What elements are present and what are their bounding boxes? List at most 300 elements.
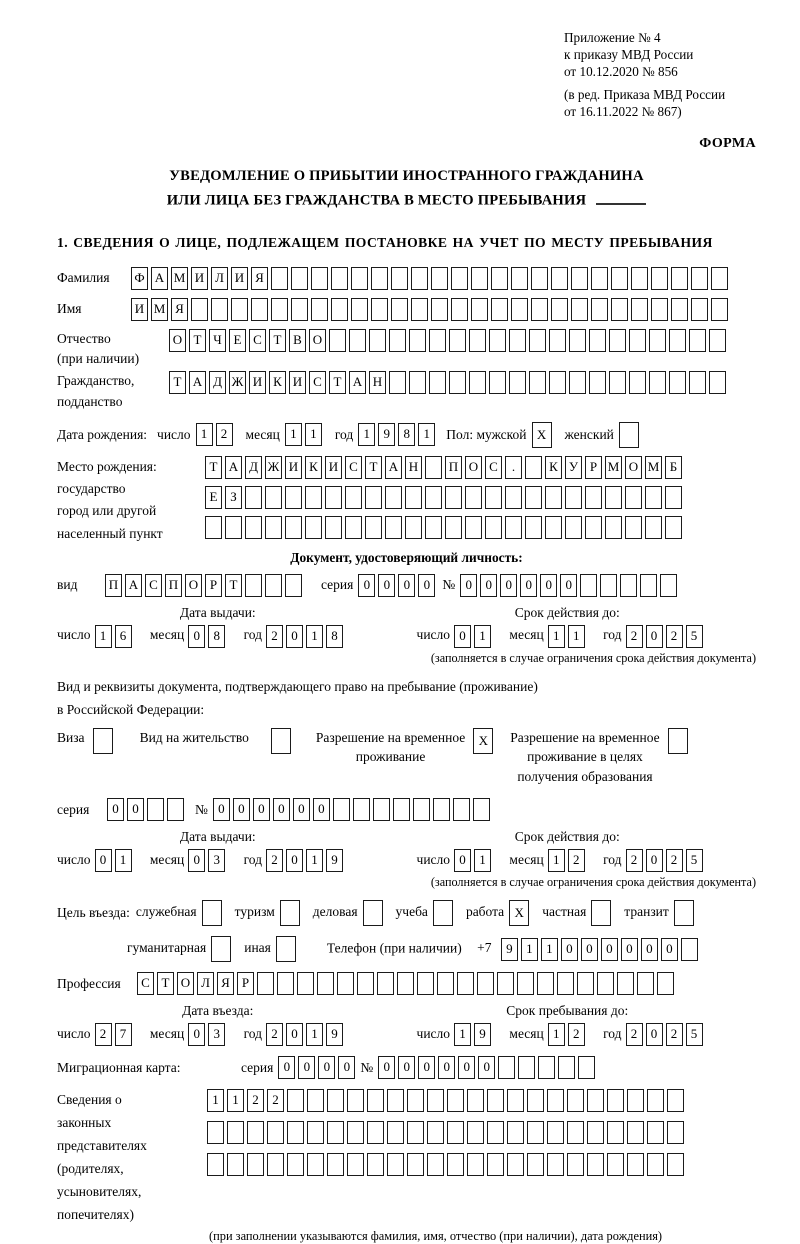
char-cell[interactable] <box>389 371 406 394</box>
char-cell[interactable]: 2 <box>626 849 643 872</box>
char-cell[interactable]: С <box>309 371 326 394</box>
char-cell[interactable] <box>265 486 282 509</box>
char-cell[interactable]: X <box>473 728 493 754</box>
char-cell[interactable]: С <box>137 972 154 995</box>
char-cell[interactable]: У <box>565 456 582 479</box>
char-cell[interactable] <box>245 574 262 597</box>
char-cell[interactable]: И <box>131 298 148 321</box>
char-cell[interactable]: П <box>165 574 182 597</box>
char-cell[interactable] <box>647 1089 664 1112</box>
char-cell[interactable]: 1 <box>548 625 565 648</box>
char-cell[interactable] <box>287 1153 304 1176</box>
char-cell[interactable]: Я <box>171 298 188 321</box>
char-cell[interactable]: 2 <box>666 1023 683 1046</box>
char-cell[interactable]: П <box>105 574 122 597</box>
char-cell[interactable] <box>671 267 688 290</box>
char-cell[interactable] <box>637 972 654 995</box>
char-cell[interactable]: 8 <box>398 423 415 446</box>
char-cell[interactable]: 2 <box>666 625 683 648</box>
char-cell[interactable] <box>427 1121 444 1144</box>
char-cell[interactable] <box>668 728 688 754</box>
char-cell[interactable]: 0 <box>661 938 678 961</box>
char-cell[interactable]: 6 <box>115 625 132 648</box>
char-cell[interactable] <box>211 936 231 962</box>
char-cell[interactable]: 0 <box>520 574 537 597</box>
char-cell[interactable]: Р <box>237 972 254 995</box>
char-cell[interactable] <box>307 1153 324 1176</box>
char-cell[interactable] <box>449 329 466 352</box>
char-cell[interactable]: 8 <box>326 625 343 648</box>
char-cell[interactable] <box>607 1089 624 1112</box>
char-cell[interactable] <box>345 516 362 539</box>
char-cell[interactable]: Ж <box>265 456 282 479</box>
char-cell[interactable]: 0 <box>641 938 658 961</box>
char-cell[interactable]: 0 <box>601 938 618 961</box>
char-cell[interactable] <box>647 1153 664 1176</box>
char-cell[interactable] <box>297 972 314 995</box>
char-cell[interactable] <box>93 728 113 754</box>
char-cell[interactable] <box>647 1121 664 1144</box>
char-cell[interactable]: Т <box>205 456 222 479</box>
char-cell[interactable] <box>609 371 626 394</box>
char-cell[interactable] <box>631 267 648 290</box>
char-cell[interactable]: Р <box>585 456 602 479</box>
char-cell[interactable]: М <box>151 298 168 321</box>
char-cell[interactable]: 1 <box>115 849 132 872</box>
char-cell[interactable] <box>411 267 428 290</box>
char-cell[interactable] <box>347 1153 364 1176</box>
char-cell[interactable]: 3 <box>208 1023 225 1046</box>
char-cell[interactable] <box>291 267 308 290</box>
char-cell[interactable] <box>591 267 608 290</box>
char-cell[interactable]: К <box>269 371 286 394</box>
char-cell[interactable] <box>207 1153 224 1176</box>
char-cell[interactable] <box>351 267 368 290</box>
char-cell[interactable]: Н <box>369 371 386 394</box>
char-cell[interactable] <box>445 486 462 509</box>
char-cell[interactable] <box>267 1121 284 1144</box>
char-cell[interactable] <box>498 1056 515 1079</box>
char-cell[interactable] <box>431 267 448 290</box>
char-cell[interactable] <box>511 267 528 290</box>
char-cell[interactable]: 1 <box>306 1023 323 1046</box>
char-cell[interactable] <box>305 486 322 509</box>
char-cell[interactable] <box>485 516 502 539</box>
char-cell[interactable] <box>567 1089 584 1112</box>
char-cell[interactable]: 0 <box>358 574 375 597</box>
char-cell[interactable]: Н <box>405 456 422 479</box>
char-cell[interactable]: 2 <box>568 1023 585 1046</box>
char-cell[interactable] <box>611 267 628 290</box>
char-cell[interactable]: 0 <box>278 1056 295 1079</box>
char-cell[interactable]: 0 <box>500 574 517 597</box>
char-cell[interactable] <box>525 486 542 509</box>
char-cell[interactable] <box>660 574 677 597</box>
char-cell[interactable] <box>657 972 674 995</box>
char-cell[interactable] <box>567 1121 584 1144</box>
char-cell[interactable] <box>527 1089 544 1112</box>
char-cell[interactable] <box>547 1121 564 1144</box>
char-cell[interactable] <box>487 1153 504 1176</box>
char-cell[interactable] <box>551 298 568 321</box>
char-cell[interactable] <box>711 298 728 321</box>
char-cell[interactable]: 0 <box>313 798 330 821</box>
char-cell[interactable]: А <box>225 456 242 479</box>
char-cell[interactable]: Я <box>217 972 234 995</box>
char-cell[interactable] <box>709 371 726 394</box>
char-cell[interactable]: 0 <box>95 849 112 872</box>
char-cell[interactable] <box>391 298 408 321</box>
char-cell[interactable] <box>311 267 328 290</box>
char-cell[interactable] <box>449 371 466 394</box>
char-cell[interactable]: З <box>225 486 242 509</box>
char-cell[interactable] <box>425 516 442 539</box>
char-cell[interactable]: О <box>309 329 326 352</box>
char-cell[interactable] <box>627 1153 644 1176</box>
char-cell[interactable] <box>669 329 686 352</box>
char-cell[interactable]: М <box>605 456 622 479</box>
char-cell[interactable]: 0 <box>273 798 290 821</box>
char-cell[interactable] <box>307 1121 324 1144</box>
char-cell[interactable] <box>409 329 426 352</box>
char-cell[interactable]: Е <box>205 486 222 509</box>
char-cell[interactable] <box>327 1153 344 1176</box>
char-cell[interactable]: 0 <box>286 625 303 648</box>
char-cell[interactable] <box>587 1153 604 1176</box>
char-cell[interactable] <box>367 1121 384 1144</box>
char-cell[interactable] <box>211 298 228 321</box>
char-cell[interactable] <box>485 486 502 509</box>
char-cell[interactable]: И <box>285 456 302 479</box>
char-cell[interactable] <box>333 798 350 821</box>
char-cell[interactable] <box>505 486 522 509</box>
char-cell[interactable]: И <box>325 456 342 479</box>
char-cell[interactable]: О <box>185 574 202 597</box>
char-cell[interactable]: 2 <box>247 1089 264 1112</box>
char-cell[interactable] <box>651 298 668 321</box>
char-cell[interactable]: 2 <box>626 1023 643 1046</box>
char-cell[interactable]: Д <box>245 456 262 479</box>
char-cell[interactable]: X <box>532 422 552 448</box>
char-cell[interactable]: 0 <box>646 625 663 648</box>
char-cell[interactable]: Т <box>169 371 186 394</box>
char-cell[interactable] <box>377 972 394 995</box>
char-cell[interactable] <box>257 972 274 995</box>
char-cell[interactable]: 1 <box>227 1089 244 1112</box>
char-cell[interactable] <box>629 371 646 394</box>
char-cell[interactable] <box>551 267 568 290</box>
char-cell[interactable]: 1 <box>418 423 435 446</box>
char-cell[interactable] <box>525 516 542 539</box>
char-cell[interactable] <box>547 1089 564 1112</box>
char-cell[interactable]: 5 <box>686 849 703 872</box>
char-cell[interactable] <box>549 371 566 394</box>
char-cell[interactable] <box>451 267 468 290</box>
char-cell[interactable] <box>365 486 382 509</box>
char-cell[interactable]: С <box>145 574 162 597</box>
char-cell[interactable] <box>325 486 342 509</box>
char-cell[interactable] <box>605 486 622 509</box>
char-cell[interactable] <box>387 1121 404 1144</box>
char-cell[interactable]: 0 <box>561 938 578 961</box>
char-cell[interactable]: 0 <box>581 938 598 961</box>
char-cell[interactable] <box>265 516 282 539</box>
char-cell[interactable] <box>425 486 442 509</box>
char-cell[interactable] <box>271 267 288 290</box>
char-cell[interactable] <box>393 798 410 821</box>
char-cell[interactable]: . <box>505 456 522 479</box>
char-cell[interactable]: 1 <box>95 625 112 648</box>
char-cell[interactable] <box>538 1056 555 1079</box>
char-cell[interactable] <box>373 798 390 821</box>
char-cell[interactable]: Р <box>205 574 222 597</box>
char-cell[interactable]: 0 <box>560 574 577 597</box>
char-cell[interactable] <box>265 574 282 597</box>
char-cell[interactable]: 1 <box>548 849 565 872</box>
char-cell[interactable]: 0 <box>253 798 270 821</box>
char-cell[interactable]: 0 <box>458 1056 475 1079</box>
char-cell[interactable] <box>609 329 626 352</box>
char-cell[interactable] <box>527 1121 544 1144</box>
char-cell[interactable] <box>597 972 614 995</box>
char-cell[interactable]: 1 <box>568 625 585 648</box>
char-cell[interactable] <box>391 267 408 290</box>
char-cell[interactable] <box>545 516 562 539</box>
char-cell[interactable] <box>600 574 617 597</box>
char-cell[interactable]: 0 <box>233 798 250 821</box>
char-cell[interactable]: 9 <box>326 1023 343 1046</box>
char-cell[interactable] <box>311 298 328 321</box>
char-cell[interactable]: С <box>249 329 266 352</box>
char-cell[interactable] <box>227 1121 244 1144</box>
char-cell[interactable]: 0 <box>378 574 395 597</box>
char-cell[interactable]: О <box>625 456 642 479</box>
char-cell[interactable] <box>407 1089 424 1112</box>
char-cell[interactable] <box>363 900 383 926</box>
char-cell[interactable]: М <box>171 267 188 290</box>
char-cell[interactable] <box>491 298 508 321</box>
char-cell[interactable] <box>245 486 262 509</box>
char-cell[interactable]: 0 <box>188 625 205 648</box>
char-cell[interactable] <box>331 267 348 290</box>
char-cell[interactable]: 1 <box>306 849 323 872</box>
char-cell[interactable] <box>567 1153 584 1176</box>
char-cell[interactable] <box>231 298 248 321</box>
char-cell[interactable]: С <box>345 456 362 479</box>
char-cell[interactable]: 0 <box>213 798 230 821</box>
char-cell[interactable] <box>511 298 528 321</box>
char-cell[interactable]: 0 <box>378 1056 395 1079</box>
char-cell[interactable]: П <box>445 456 462 479</box>
char-cell[interactable] <box>537 972 554 995</box>
char-cell[interactable]: 9 <box>326 849 343 872</box>
char-cell[interactable] <box>577 972 594 995</box>
char-cell[interactable] <box>202 900 222 926</box>
char-cell[interactable] <box>469 329 486 352</box>
char-cell[interactable]: 1 <box>541 938 558 961</box>
char-cell[interactable] <box>385 516 402 539</box>
char-cell[interactable] <box>665 516 682 539</box>
char-cell[interactable]: М <box>645 456 662 479</box>
char-cell[interactable] <box>649 329 666 352</box>
char-cell[interactable] <box>711 267 728 290</box>
char-cell[interactable]: Л <box>197 972 214 995</box>
char-cell[interactable]: 1 <box>306 625 323 648</box>
char-cell[interactable] <box>285 516 302 539</box>
char-cell[interactable] <box>640 574 657 597</box>
char-cell[interactable] <box>371 298 388 321</box>
char-cell[interactable] <box>591 298 608 321</box>
char-cell[interactable] <box>689 371 706 394</box>
char-cell[interactable]: 1 <box>207 1089 224 1112</box>
char-cell[interactable] <box>489 371 506 394</box>
char-cell[interactable]: В <box>289 329 306 352</box>
char-cell[interactable] <box>571 267 588 290</box>
char-cell[interactable]: Т <box>189 329 206 352</box>
char-cell[interactable] <box>569 329 586 352</box>
char-cell[interactable]: 1 <box>196 423 213 446</box>
char-cell[interactable] <box>571 298 588 321</box>
char-cell[interactable] <box>347 1121 364 1144</box>
char-cell[interactable]: И <box>289 371 306 394</box>
char-cell[interactable]: О <box>169 329 186 352</box>
char-cell[interactable]: 0 <box>293 798 310 821</box>
char-cell[interactable] <box>431 298 448 321</box>
char-cell[interactable] <box>617 972 634 995</box>
char-cell[interactable] <box>305 516 322 539</box>
char-cell[interactable] <box>331 298 348 321</box>
char-cell[interactable]: Т <box>365 456 382 479</box>
char-cell[interactable] <box>507 1153 524 1176</box>
char-cell[interactable]: О <box>177 972 194 995</box>
char-cell[interactable]: 2 <box>626 625 643 648</box>
char-cell[interactable] <box>291 298 308 321</box>
char-cell[interactable]: 0 <box>480 574 497 597</box>
char-cell[interactable]: 0 <box>418 574 435 597</box>
char-cell[interactable] <box>433 798 450 821</box>
char-cell[interactable]: 0 <box>398 574 415 597</box>
char-cell[interactable] <box>527 1153 544 1176</box>
char-cell[interactable] <box>467 1153 484 1176</box>
char-cell[interactable] <box>487 1089 504 1112</box>
char-cell[interactable]: 0 <box>454 625 471 648</box>
char-cell[interactable] <box>547 1153 564 1176</box>
char-cell[interactable] <box>558 1056 575 1079</box>
char-cell[interactable]: 5 <box>686 625 703 648</box>
char-cell[interactable]: 1 <box>474 849 491 872</box>
char-cell[interactable]: К <box>545 456 562 479</box>
char-cell[interactable] <box>389 329 406 352</box>
char-cell[interactable] <box>167 798 184 821</box>
char-cell[interactable] <box>245 516 262 539</box>
char-cell[interactable] <box>674 900 694 926</box>
char-cell[interactable] <box>620 574 637 597</box>
char-cell[interactable] <box>465 486 482 509</box>
char-cell[interactable]: 1 <box>358 423 375 446</box>
char-cell[interactable] <box>285 486 302 509</box>
char-cell[interactable] <box>471 298 488 321</box>
char-cell[interactable]: 3 <box>208 849 225 872</box>
char-cell[interactable]: 7 <box>115 1023 132 1046</box>
char-cell[interactable]: 0 <box>418 1056 435 1079</box>
char-cell[interactable]: 0 <box>188 1023 205 1046</box>
char-cell[interactable] <box>625 516 642 539</box>
char-cell[interactable] <box>525 456 542 479</box>
char-cell[interactable] <box>365 516 382 539</box>
char-cell[interactable]: 1 <box>454 1023 471 1046</box>
char-cell[interactable]: 2 <box>267 1089 284 1112</box>
char-cell[interactable] <box>387 1089 404 1112</box>
char-cell[interactable]: А <box>189 371 206 394</box>
char-cell[interactable] <box>651 267 668 290</box>
char-cell[interactable]: 0 <box>107 798 124 821</box>
char-cell[interactable] <box>371 267 388 290</box>
char-cell[interactable] <box>147 798 164 821</box>
char-cell[interactable]: 0 <box>460 574 477 597</box>
char-cell[interactable]: Б <box>665 456 682 479</box>
char-cell[interactable] <box>649 371 666 394</box>
char-cell[interactable] <box>709 329 726 352</box>
char-cell[interactable] <box>427 1153 444 1176</box>
char-cell[interactable] <box>413 798 430 821</box>
char-cell[interactable] <box>681 938 698 961</box>
char-cell[interactable] <box>280 900 300 926</box>
char-cell[interactable] <box>247 1153 264 1176</box>
char-cell[interactable] <box>507 1121 524 1144</box>
char-cell[interactable] <box>451 298 468 321</box>
char-cell[interactable]: 2 <box>266 625 283 648</box>
char-cell[interactable] <box>327 1121 344 1144</box>
char-cell[interactable] <box>565 486 582 509</box>
char-cell[interactable] <box>585 516 602 539</box>
char-cell[interactable] <box>425 456 442 479</box>
char-cell[interactable] <box>307 1089 324 1112</box>
char-cell[interactable] <box>611 298 628 321</box>
char-cell[interactable] <box>509 329 526 352</box>
char-cell[interactable] <box>619 422 639 448</box>
char-cell[interactable] <box>507 1089 524 1112</box>
char-cell[interactable]: 9 <box>501 938 518 961</box>
char-cell[interactable] <box>407 1153 424 1176</box>
char-cell[interactable] <box>627 1089 644 1112</box>
char-cell[interactable] <box>627 1121 644 1144</box>
char-cell[interactable] <box>489 329 506 352</box>
char-cell[interactable]: 1 <box>285 423 302 446</box>
char-cell[interactable] <box>578 1056 595 1079</box>
char-cell[interactable] <box>433 900 453 926</box>
char-cell[interactable]: 0 <box>286 849 303 872</box>
char-cell[interactable] <box>267 1153 284 1176</box>
char-cell[interactable]: 9 <box>474 1023 491 1046</box>
char-cell[interactable] <box>271 728 291 754</box>
char-cell[interactable] <box>387 1153 404 1176</box>
char-cell[interactable] <box>580 574 597 597</box>
char-cell[interactable]: 1 <box>548 1023 565 1046</box>
char-cell[interactable] <box>497 972 514 995</box>
char-cell[interactable] <box>369 329 386 352</box>
char-cell[interactable]: И <box>231 267 248 290</box>
char-cell[interactable] <box>518 1056 535 1079</box>
char-cell[interactable]: 0 <box>621 938 638 961</box>
char-cell[interactable]: И <box>249 371 266 394</box>
char-cell[interactable] <box>629 329 646 352</box>
char-cell[interactable]: 2 <box>666 849 683 872</box>
char-cell[interactable] <box>287 1121 304 1144</box>
char-cell[interactable] <box>557 972 574 995</box>
char-cell[interactable]: X <box>509 900 529 926</box>
char-cell[interactable]: Т <box>225 574 242 597</box>
char-cell[interactable] <box>345 486 362 509</box>
